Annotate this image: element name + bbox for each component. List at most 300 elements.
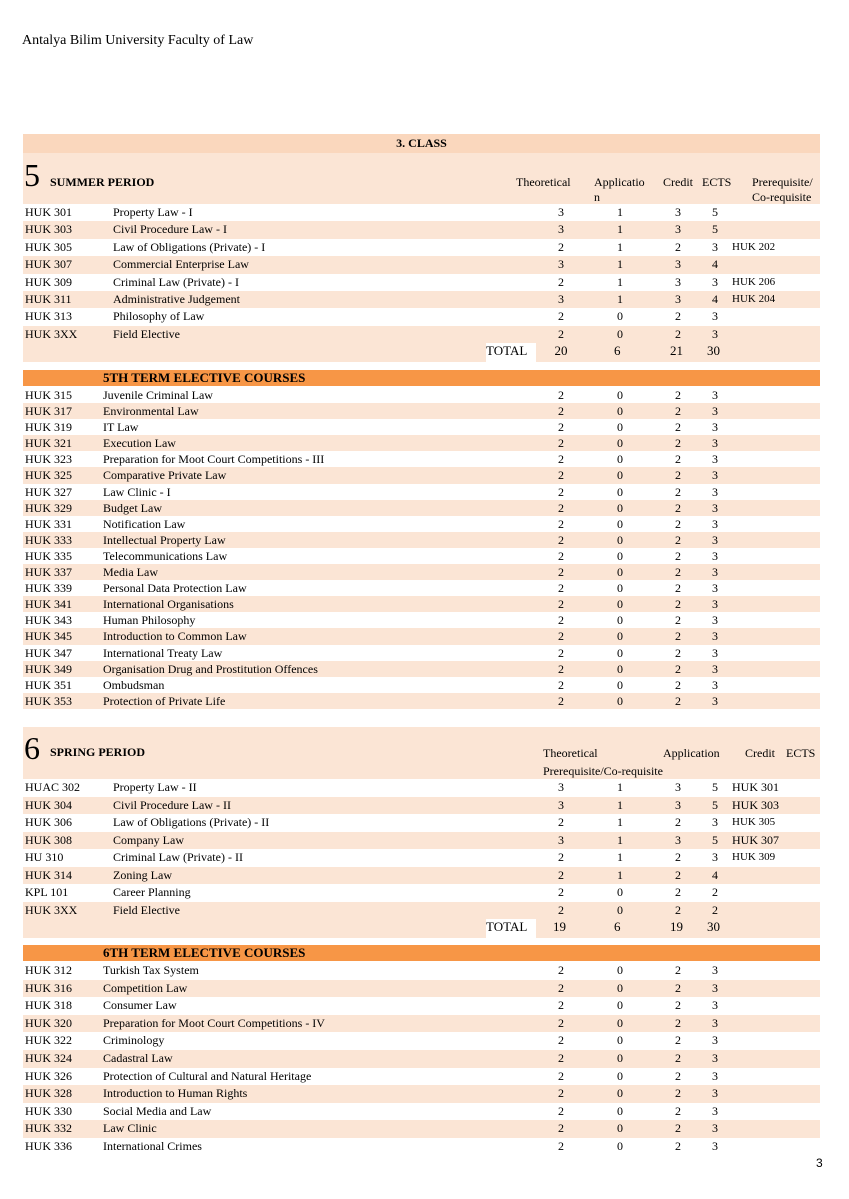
course-ects: 2 [712, 902, 718, 917]
course-credit: 2 [675, 420, 681, 435]
course-theoretical: 2 [558, 436, 564, 451]
course-name: Intellectual Property Law [103, 532, 226, 547]
course-code: HUK 317 [25, 404, 72, 419]
course-code: HUK 318 [25, 998, 72, 1013]
course-name: Criminology [103, 1033, 165, 1048]
course-credit: 2 [675, 677, 681, 692]
course-prerequisite: HUK 206 [732, 275, 776, 288]
course-application: 0 [617, 885, 623, 899]
course-ects: 3 [712, 998, 718, 1013]
course-application: 0 [617, 1033, 623, 1048]
course-ects: 3 [712, 326, 718, 341]
course-row [23, 645, 820, 661]
course-theoretical: 2 [558, 500, 564, 515]
course-code: HUK 329 [25, 500, 72, 515]
course-code: HUK 324 [25, 1050, 72, 1065]
total-label: TOTAL [486, 343, 536, 362]
course-credit: 2 [675, 436, 681, 451]
course-ects: 4 [712, 291, 718, 306]
course-application: 0 [617, 388, 623, 402]
course-code: HUK 313 [25, 309, 72, 324]
course-row [23, 628, 820, 644]
course-name: Human Philosophy [103, 613, 196, 628]
course-name: Personal Data Protection Law [103, 581, 247, 596]
course-prerequisite: HUK 204 [732, 292, 776, 305]
course-name: Organisation Drug and Prostitution Offences [103, 661, 318, 676]
course-code: HUK 326 [25, 1068, 72, 1083]
spring-courses [23, 779, 820, 919]
spring-period-header [23, 727, 820, 779]
class-title-bar: 3. CLASS [23, 134, 820, 153]
col-prerequisite: Prerequisite/Co-requisite [543, 764, 663, 778]
course-application: 0 [617, 629, 623, 644]
course-theoretical: 2 [558, 885, 564, 899]
course-name: Zoning Law [113, 867, 172, 882]
course-application: 0 [617, 468, 623, 483]
course-row [23, 814, 820, 832]
course-theoretical: 2 [558, 1103, 564, 1118]
course-ects: 3 [712, 693, 718, 708]
course-row [23, 419, 820, 435]
course-row [23, 532, 820, 548]
course-row [23, 1015, 820, 1033]
course-credit: 3 [675, 257, 681, 272]
course-row [23, 484, 820, 500]
course-ects: 5 [712, 780, 718, 794]
course-theoretical: 2 [558, 867, 564, 882]
course-code: HUK 3XX [25, 902, 78, 917]
total-credit: 21 [670, 343, 683, 358]
course-row [23, 779, 820, 797]
course-ects: 3 [712, 565, 718, 580]
course-ects: 3 [712, 548, 718, 563]
course-ects: 3 [712, 613, 718, 628]
course-row [23, 387, 820, 403]
course-name: Turkish Tax System [103, 963, 199, 977]
course-application: 0 [617, 693, 623, 708]
course-code: HUK 343 [25, 613, 72, 628]
course-row [23, 902, 820, 920]
spring-total-row [23, 919, 820, 938]
course-name: Cadastral Law [103, 1050, 173, 1065]
course-application: 0 [617, 677, 623, 692]
course-code: HUK 332 [25, 1121, 72, 1136]
course-row [23, 274, 820, 291]
course-application: 0 [617, 420, 623, 435]
course-theoretical: 3 [558, 291, 564, 306]
course-credit: 2 [675, 326, 681, 341]
col-ects: ECTS [786, 746, 816, 760]
course-row [23, 435, 820, 451]
elective6-title: 6TH TERM ELECTIVE COURSES [103, 945, 306, 960]
course-name: Telecommunications Law [103, 548, 228, 563]
total-theoretical: 19 [553, 919, 566, 934]
course-row [23, 1050, 820, 1068]
course-name: International Treaty Law [103, 645, 223, 660]
course-theoretical: 2 [558, 309, 564, 324]
course-ects: 3 [712, 1121, 718, 1136]
course-code: HUK 336 [25, 1138, 72, 1153]
course-credit: 3 [675, 205, 681, 219]
course-code: HUK 353 [25, 693, 72, 708]
course-code: HUK 306 [25, 815, 72, 829]
course-row [23, 1138, 820, 1156]
course-application: 1 [617, 239, 623, 254]
course-row [23, 612, 820, 628]
course-theoretical: 3 [558, 832, 564, 847]
course-theoretical: 3 [558, 205, 564, 219]
course-theoretical: 2 [558, 516, 564, 531]
period-label: SPRING PERIOD [50, 745, 146, 759]
course-ects: 3 [712, 1015, 718, 1030]
course-application: 0 [617, 597, 623, 612]
course-name: Field Elective [113, 902, 180, 917]
course-theoretical: 2 [558, 532, 564, 547]
course-theoretical: 2 [558, 661, 564, 676]
course-row [23, 1085, 820, 1103]
course-ects: 3 [712, 597, 718, 612]
course-row [23, 596, 820, 612]
course-code: HUK 315 [25, 388, 72, 402]
course-ects: 3 [712, 274, 718, 289]
course-application: 1 [617, 850, 623, 864]
course-name: Property Law - II [113, 780, 197, 794]
course-application: 1 [617, 832, 623, 847]
col-credit: Credit [745, 746, 775, 760]
course-credit: 3 [675, 274, 681, 289]
course-theoretical: 2 [558, 693, 564, 708]
course-name: IT Law [103, 420, 139, 435]
course-ects: 3 [712, 1086, 718, 1101]
course-name: Administrative Judgement [113, 291, 240, 306]
course-code: HUK 305 [25, 239, 72, 254]
course-theoretical: 2 [558, 850, 564, 864]
course-row [23, 451, 820, 467]
course-theoretical: 3 [558, 780, 564, 794]
course-ects: 3 [712, 452, 718, 467]
course-theoretical: 2 [558, 1015, 564, 1030]
course-theoretical: 2 [558, 1068, 564, 1083]
course-row [23, 291, 820, 308]
course-theoretical: 2 [558, 1050, 564, 1065]
course-prerequisite: HUK 307 [732, 832, 779, 847]
course-application: 0 [617, 565, 623, 580]
course-credit: 2 [675, 885, 681, 899]
course-ects: 3 [712, 1068, 718, 1083]
course-prerequisite: HUK 303 [732, 797, 779, 812]
course-application: 0 [617, 452, 623, 467]
total-label: TOTAL [486, 919, 536, 938]
course-name: International Organisations [103, 597, 234, 612]
course-prerequisite: HUK 301 [732, 780, 779, 794]
course-credit: 2 [675, 661, 681, 676]
elective6-courses [23, 962, 820, 1156]
course-application: 0 [617, 516, 623, 531]
course-ects: 3 [712, 516, 718, 531]
elective5-courses [23, 387, 820, 709]
course-theoretical: 2 [558, 963, 564, 977]
course-code: HUK 322 [25, 1033, 72, 1048]
course-theoretical: 2 [558, 420, 564, 435]
course-code: HUK 312 [25, 963, 72, 977]
course-theoretical: 2 [558, 1121, 564, 1136]
course-code: HUK 337 [25, 565, 72, 580]
course-name: Introduction to Human Rights [103, 1086, 248, 1101]
course-row [23, 1032, 820, 1050]
course-name: Environmental Law [103, 404, 199, 419]
course-theoretical: 2 [558, 815, 564, 829]
course-row [23, 548, 820, 564]
course-application: 0 [617, 532, 623, 547]
course-name: Criminal Law (Private) - I [113, 274, 239, 289]
course-ects: 3 [712, 645, 718, 660]
course-name: Philosophy of Law [113, 309, 205, 324]
course-application: 0 [617, 998, 623, 1013]
course-name: Law of Obligations (Private) - I [113, 239, 266, 254]
course-application: 1 [617, 222, 623, 237]
course-row [23, 467, 820, 483]
course-row [23, 403, 820, 419]
course-theoretical: 2 [558, 581, 564, 596]
course-code: HUK 345 [25, 629, 72, 644]
course-theoretical: 2 [558, 548, 564, 563]
course-name: Preparation for Moot Court Competitions - III [103, 452, 325, 467]
course-name: Comparative Private Law [103, 468, 227, 483]
total-application: 6 [614, 919, 621, 934]
course-application: 1 [617, 257, 623, 272]
course-credit: 2 [675, 1068, 681, 1083]
course-name: Competition Law [103, 980, 188, 995]
course-theoretical: 2 [558, 1086, 564, 1101]
course-application: 0 [617, 1103, 623, 1118]
course-row [23, 500, 820, 516]
elective6-bar [23, 945, 820, 961]
course-code: HUK 333 [25, 532, 72, 547]
course-name: Company Law [113, 832, 184, 847]
course-application: 0 [617, 1068, 623, 1083]
course-code: HUK 303 [25, 222, 72, 237]
course-application: 0 [617, 1121, 623, 1136]
course-row [23, 980, 820, 998]
course-application: 1 [617, 815, 623, 829]
course-application: 0 [617, 1086, 623, 1101]
course-name: Protection of Private Life [103, 693, 226, 708]
course-theoretical: 2 [558, 388, 564, 402]
course-row [23, 204, 820, 221]
course-theoretical: 2 [558, 404, 564, 419]
course-name: Media Law [103, 565, 158, 580]
course-application: 0 [617, 404, 623, 419]
course-name: Criminal Law (Private) - II [113, 850, 243, 864]
course-application: 0 [617, 548, 623, 563]
course-ects: 3 [712, 1138, 718, 1153]
course-row [23, 308, 820, 325]
course-name: Law Clinic - I [103, 484, 171, 499]
course-ects: 5 [712, 832, 718, 847]
col-credit: Credit [663, 175, 693, 189]
course-application: 0 [617, 436, 623, 451]
course-credit: 3 [675, 797, 681, 812]
course-application: 0 [617, 613, 623, 628]
course-code: HUK 330 [25, 1103, 72, 1118]
course-application: 1 [617, 205, 623, 219]
course-theoretical: 2 [558, 565, 564, 580]
course-application: 0 [617, 500, 623, 515]
course-credit: 2 [675, 468, 681, 483]
course-credit: 2 [675, 484, 681, 499]
course-theoretical: 2 [558, 274, 564, 289]
course-application: 1 [617, 797, 623, 812]
course-theoretical: 2 [558, 980, 564, 995]
course-credit: 2 [675, 500, 681, 515]
course-theoretical: 2 [558, 677, 564, 692]
course-ects: 5 [712, 797, 718, 812]
course-credit: 2 [675, 1033, 681, 1048]
course-name: Career Planning [113, 885, 191, 899]
course-credit: 2 [675, 404, 681, 419]
course-code: HUK 323 [25, 452, 72, 467]
course-row [23, 256, 820, 273]
course-code: HUK 321 [25, 436, 72, 451]
course-theoretical: 2 [558, 452, 564, 467]
course-code: HUK 301 [25, 205, 72, 219]
course-application: 0 [617, 309, 623, 324]
course-ects: 3 [712, 815, 718, 829]
course-row [23, 516, 820, 532]
course-ects: 3 [712, 677, 718, 692]
course-ects: 3 [712, 420, 718, 435]
course-application: 0 [617, 1015, 623, 1030]
course-credit: 2 [675, 815, 681, 829]
course-ects: 3 [712, 500, 718, 515]
course-credit: 2 [675, 1103, 681, 1118]
course-application: 0 [617, 581, 623, 596]
course-ects: 3 [712, 404, 718, 419]
course-name: International Crimes [103, 1138, 202, 1153]
course-application: 0 [617, 963, 623, 977]
course-credit: 3 [675, 291, 681, 306]
course-application: 1 [617, 274, 623, 289]
course-theoretical: 2 [558, 902, 564, 917]
course-application: 0 [617, 1050, 623, 1065]
course-credit: 2 [675, 309, 681, 324]
course-credit: 2 [675, 1086, 681, 1101]
course-row [23, 239, 820, 256]
period-label: SUMMER PERIOD [50, 175, 155, 189]
course-name: Introduction to Common Law [103, 629, 247, 644]
course-code: HU 310 [25, 850, 64, 864]
course-row [23, 1120, 820, 1138]
course-theoretical: 2 [558, 613, 564, 628]
course-name: Law Clinic [103, 1121, 157, 1136]
col-ects: ECTS [702, 175, 732, 189]
total-theoretical: 20 [554, 343, 568, 358]
course-ects: 3 [712, 484, 718, 499]
course-ects: 3 [712, 309, 718, 324]
course-credit: 2 [675, 516, 681, 531]
course-row [23, 221, 820, 238]
course-ects: 3 [712, 980, 718, 995]
course-credit: 2 [675, 1138, 681, 1153]
course-credit: 2 [675, 581, 681, 596]
col-application: Applicatio n [594, 175, 645, 204]
course-code: HUK 3XX [25, 326, 78, 341]
course-credit: 2 [675, 1121, 681, 1136]
course-theoretical: 2 [558, 468, 564, 483]
course-row [23, 1103, 820, 1121]
course-credit: 2 [675, 998, 681, 1013]
course-credit: 2 [675, 532, 681, 547]
course-name: Consumer Law [103, 998, 177, 1013]
course-credit: 2 [675, 597, 681, 612]
course-row [23, 867, 820, 885]
col-application: Application [663, 746, 720, 760]
course-application: 0 [617, 980, 623, 995]
course-code: HUK 349 [25, 661, 72, 676]
course-theoretical: 2 [558, 1033, 564, 1048]
course-theoretical: 2 [558, 326, 564, 341]
elective5-bar [23, 370, 820, 386]
course-row [23, 580, 820, 596]
course-ects: 3 [712, 850, 718, 864]
course-application: 0 [617, 484, 623, 499]
course-code: HUK 351 [25, 677, 72, 692]
course-row [23, 693, 820, 709]
course-row [23, 962, 820, 980]
col-theoretical: Theoretical [543, 746, 598, 760]
course-credit: 2 [675, 452, 681, 467]
course-ects: 3 [712, 661, 718, 676]
course-name: Preparation for Moot Court Competitions - IV [103, 1015, 325, 1030]
course-credit: 2 [675, 1015, 681, 1030]
course-code: HUK 316 [25, 980, 72, 995]
course-name: Law of Obligations (Private) - II [113, 815, 270, 829]
course-ects: 2 [712, 885, 718, 899]
course-ects: 3 [712, 629, 718, 644]
course-code: HUK 304 [25, 797, 72, 812]
course-credit: 3 [675, 780, 681, 794]
course-name: Civil Procedure Law - II [113, 797, 231, 812]
course-ects: 3 [712, 239, 718, 254]
course-application: 1 [617, 291, 623, 306]
course-row [23, 661, 820, 677]
course-credit: 3 [675, 832, 681, 847]
course-name: Civil Procedure Law - I [113, 222, 227, 237]
course-theoretical: 2 [558, 629, 564, 644]
course-credit: 2 [675, 388, 681, 402]
course-application: 0 [617, 326, 623, 341]
course-ects: 5 [712, 205, 718, 219]
course-name: Juvenile Criminal Law [103, 388, 213, 402]
course-ects: 3 [712, 532, 718, 547]
course-credit: 3 [675, 222, 681, 237]
course-application: 0 [617, 902, 623, 917]
course-code: HUAC 302 [25, 780, 81, 794]
course-ects: 3 [712, 1103, 718, 1118]
course-code: HUK 335 [25, 548, 72, 563]
document-header: Antalya Bilim University Faculty of Law [22, 33, 254, 48]
course-application: 1 [617, 780, 623, 794]
summer-period-header [23, 153, 820, 204]
course-code: HUK 347 [25, 645, 72, 660]
course-credit: 2 [675, 565, 681, 580]
course-name: Social Media and Law [103, 1103, 212, 1118]
course-code: HUK 314 [25, 867, 72, 882]
course-row [23, 326, 820, 343]
course-ects: 3 [712, 1050, 718, 1065]
course-credit: 2 [675, 1050, 681, 1065]
course-credit: 2 [675, 548, 681, 563]
